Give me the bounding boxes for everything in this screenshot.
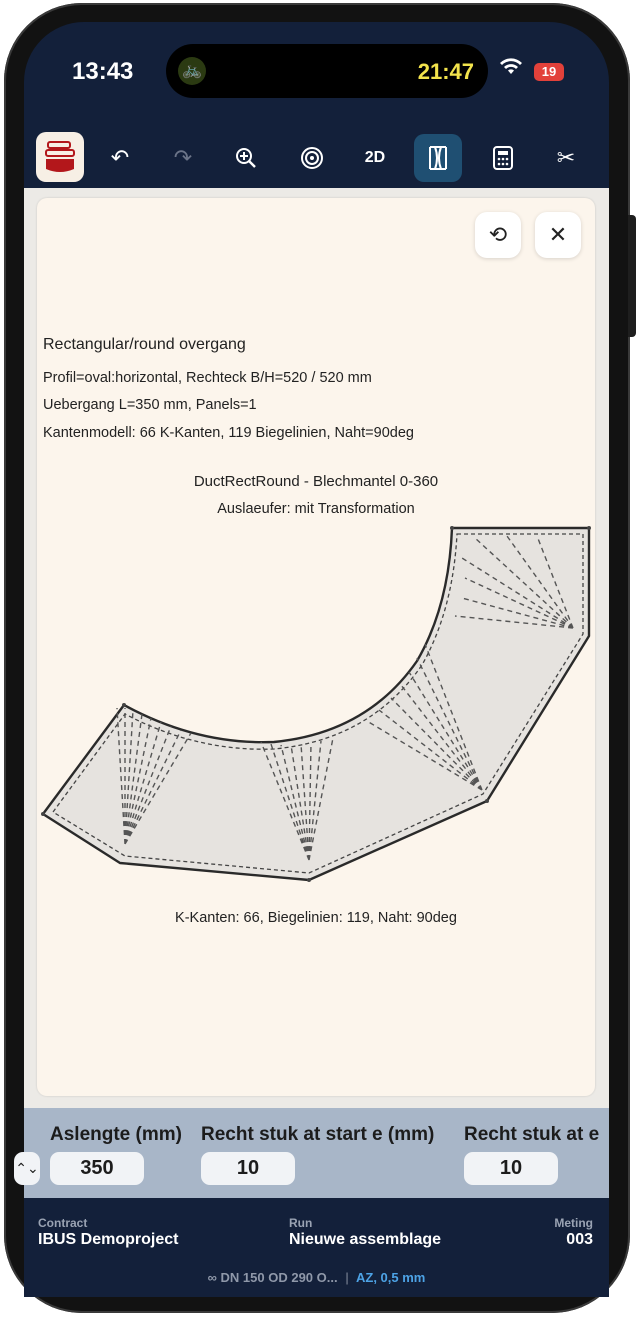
reset-view-icon[interactable]: ⟲ (475, 212, 521, 258)
param-label-aslengte: Aslengte (mm) (50, 1124, 182, 1145)
stepper-chevron-icon[interactable]: ⌃⌄ (14, 1152, 40, 1185)
run-label: Run (289, 1216, 313, 1230)
meting-label: Meting (554, 1216, 593, 1230)
redo-icon[interactable]: ↷ (173, 145, 193, 170)
status-bar (24, 22, 609, 122)
recht-end-input[interactable]: 10 (464, 1152, 558, 1185)
drawing-caption-transform: Auslaeufer: mit Transformation (217, 501, 415, 517)
status-profile: DN 150 OD 290 O... (220, 1270, 338, 1285)
contract-label: Contract (38, 1216, 88, 1230)
view-2d-button[interactable]: 2D (364, 149, 386, 166)
drawing-caption-edges: K-Kanten: 66, Biegelinien: 119, Naht: 90deg (175, 910, 457, 926)
footer (24, 1198, 609, 1297)
undo-icon[interactable]: ↶ (110, 145, 130, 170)
status-time: 13:43 (72, 58, 134, 85)
dynamic-island (166, 44, 488, 98)
target-icon[interactable] (288, 134, 336, 182)
run-value[interactable]: Nieuwe assemblage (289, 1231, 442, 1248)
status-material: AZ, 0,5 mm (356, 1270, 426, 1285)
wifi-icon (500, 58, 522, 82)
param-label-recht-end: Recht stuk at e (464, 1124, 600, 1145)
parameter-bar (15, 1108, 609, 1198)
drawing-title: Rectangular/round overgang (43, 336, 246, 353)
status-separator: | (345, 1270, 349, 1285)
drawing-card (37, 198, 595, 1096)
bike-icon: 🚲 (178, 57, 206, 85)
recht-start-input[interactable]: 10 (201, 1152, 295, 1185)
drawing-info-edges: Kantenmodell: 66 K-Kanten, 119 Biegelinien, Naht=90deg (43, 425, 414, 441)
sheet-pattern-drawing (37, 518, 595, 898)
drawing-info-transition: Uebergang L=350 mm, Panels=1 (43, 397, 257, 413)
canvas-area (24, 188, 609, 1108)
drawing-caption-model: DuctRectRound - Blechmantel 0-360 (193, 473, 439, 490)
drawing-info-profile: Profil=oval:horizontal, Rechteck B/H=520 / 520 mm (43, 370, 372, 386)
zoom-in-icon[interactable] (222, 134, 270, 182)
scissors-icon[interactable]: ✂ (556, 145, 576, 170)
battery-indicator: 19 (534, 63, 564, 81)
app-logo[interactable] (36, 132, 84, 182)
param-label-recht-start: Recht stuk at start e (mm) (201, 1124, 435, 1145)
meting-value[interactable]: 003 (566, 1231, 593, 1248)
unfold-icon[interactable] (414, 134, 462, 182)
close-icon[interactable]: ✕ (535, 212, 581, 258)
link-icon: ∞ (207, 1270, 217, 1285)
toolbar (24, 128, 609, 188)
calculator-icon[interactable] (479, 134, 527, 182)
footer-status-line (24, 1270, 609, 1285)
aslengte-input[interactable]: 350 (50, 1152, 144, 1185)
contract-value[interactable]: IBUS Demoproject (38, 1231, 179, 1248)
side-button (628, 215, 636, 337)
activity-timer: 21:47 (417, 59, 474, 84)
app-screen (15, 22, 609, 1297)
